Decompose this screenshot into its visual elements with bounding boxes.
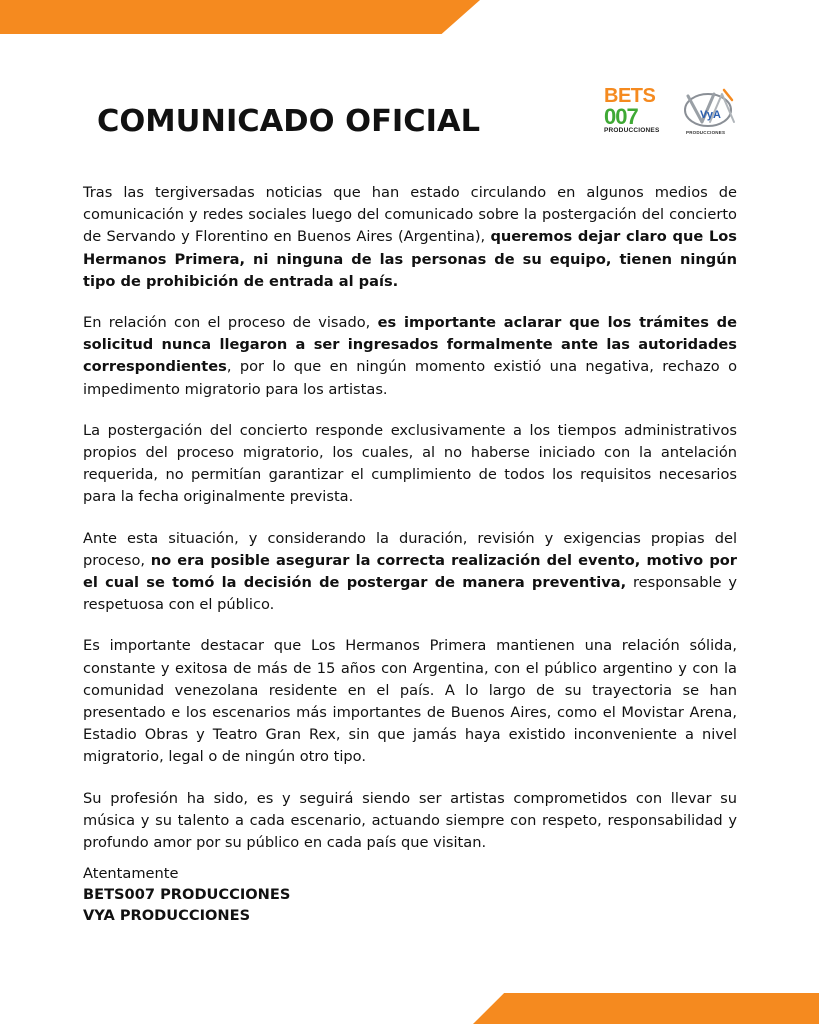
bets007-logo-line2: 007	[604, 104, 638, 129]
page-title: COMUNICADO OFICIAL	[97, 104, 481, 139]
bets007-logo	[604, 86, 670, 138]
text-run: En relación con el proceso de visado,	[83, 314, 378, 332]
paragraph-1	[83, 182, 737, 293]
text-run: Tras las tergiversadas noticias que han estado circulando en algunos medios de comunicación y redes sociales luego del comunicado sobre la postergación del concierto de Servando y Florentino en Buenos Aires (Argentina),	[83, 184, 737, 246]
text-run: responsable y respetuosa con el público.	[83, 574, 737, 614]
paragraph-6	[83, 788, 737, 855]
paragraph-3	[83, 420, 737, 509]
vya-logo-subtitle: PRODUCCIONES	[686, 130, 726, 135]
bets007-logo-line1: BETS	[604, 85, 656, 107]
text-run: Es importante destacar que Los Hermanos Primera mantienen una relación sólida, constante y exitosa de más de 15 años con Argentina, con el público argentino y con la comunidad venezolana residente en el país. A lo largo de su trayectoria se han presentado e los escenarios más importantes de Buenos Aires, como el Movistar Arena, Estadio Obras y Teatro Gran Rex, sin que jamás haya existido inconveniente a nivel migratorio, legal o de ningún otro tipo.	[83, 637, 737, 766]
top-orange-bar	[0, 0, 480, 34]
bets007-logo-line3: PRODUCCIONES	[604, 127, 660, 134]
statement-body	[83, 182, 737, 873]
signature-block	[83, 863, 290, 926]
bottom-orange-bar	[473, 993, 819, 1024]
paragraph-2	[83, 312, 737, 401]
bold-text-run: no era posible asegurar la correcta realización del evento, motivo por el cual se tomó la decisión de postergar de manera preventiva,	[83, 551, 737, 592]
vya-logo	[680, 86, 738, 138]
text-run: Ante esta situación, y considerando la duración, revisión y exigencias propias del proceso,	[83, 529, 737, 569]
signature-org-bets007: BETS007 PRODUCCIONES	[83, 886, 291, 903]
vya-logo-text: VyA	[700, 109, 721, 121]
paragraph-5	[83, 635, 737, 768]
text-run: La postergación del concierto responde exclusivamente a los tiempos administrativos propios del proceso migratorio, los cuales, al no haberse iniciado con la antelación requerida, no permitían garantizar el cumplimiento de todos los requisitos necesarios para la fecha originalmente prevista.	[83, 421, 737, 506]
bold-text-run: es importante aclarar que los trámites de solicitud nunca llegaron a ser ingresados formalmente ante las autoridades correspondientes	[83, 314, 737, 376]
signature-org-vya: VYA PRODUCCIONES	[83, 907, 251, 924]
vya-logo-mark-icon	[680, 86, 738, 130]
paragraph-4	[83, 528, 737, 617]
text-run: Su profesión ha sido, es y seguirá siendo ser artistas comprometidos con llevar su música y su talento a cada escenario, actuando siempre con respeto, responsabilidad y profundo amor por su público en cada país que visitan.	[83, 789, 737, 852]
text-run: , por lo que en ningún momento existió una negativa, rechazo o impedimento migratorio para los artistas.	[83, 358, 737, 398]
signature-closing: Atentamente	[83, 865, 179, 882]
bold-text-run: queremos dejar claro que Los Hermanos Primera, ni ninguna de las personas de su equipo, tienen ningún tipo de prohibición de entrada al país.	[83, 228, 737, 290]
